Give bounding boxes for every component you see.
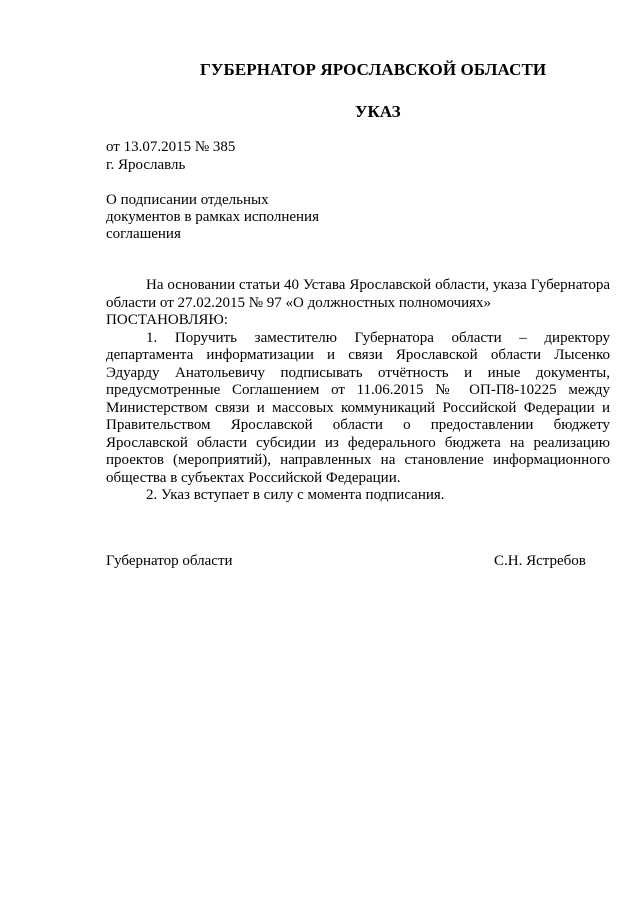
signatory-name: С.Н. Ястребов bbox=[494, 553, 586, 569]
document-meta bbox=[106, 138, 235, 174]
document-subject bbox=[106, 192, 319, 243]
subject-line: документов в рамках исполнения bbox=[106, 209, 319, 225]
document-type: УКАЗ bbox=[355, 102, 401, 121]
subject-line: О подписании отдельных bbox=[106, 192, 269, 208]
resolve-heading: ПОСТАНОВЛЯЮ: bbox=[106, 312, 228, 328]
subject-line: соглашения bbox=[106, 226, 181, 242]
date-number: от 13.07.2015 № 385 bbox=[106, 139, 236, 155]
item-2-paragraph: 2. Указ вступает в силу с момента подписания. bbox=[146, 487, 445, 503]
document-body bbox=[106, 277, 610, 505]
signatory-position: Губернатор области bbox=[106, 553, 233, 569]
preamble-paragraph: На основании статьи 40 Устава Ярославской области, указа Губернатора области от 27.02.2015 № 97 «О должностных полномочиях» bbox=[106, 277, 610, 311]
issuing-authority: ГУБЕРНАТОР ЯРОСЛАВСКОЙ ОБЛАСТИ bbox=[200, 60, 547, 79]
item-1-paragraph: 1. Поручить заместителю Губернатора области – директору департамента информатизации и связи Ярославской области Лысенко Эдуарду Анатольевичу подписывать отчётность и иные документы, предусмотренные Соглашением от 11.06.2015 № ОП-П8-10225 между Министерством связи и массовых коммуникаций Российской Федерации и Правительством Ярославской области о предоставлении бюджету Ярославской области субсидии из федерального бюджета на реализацию проектов (мероприятий), направленных на становление информационного общества в субъектах Российской Федерации. bbox=[106, 329, 610, 486]
city: г. Ярославль bbox=[106, 157, 186, 173]
